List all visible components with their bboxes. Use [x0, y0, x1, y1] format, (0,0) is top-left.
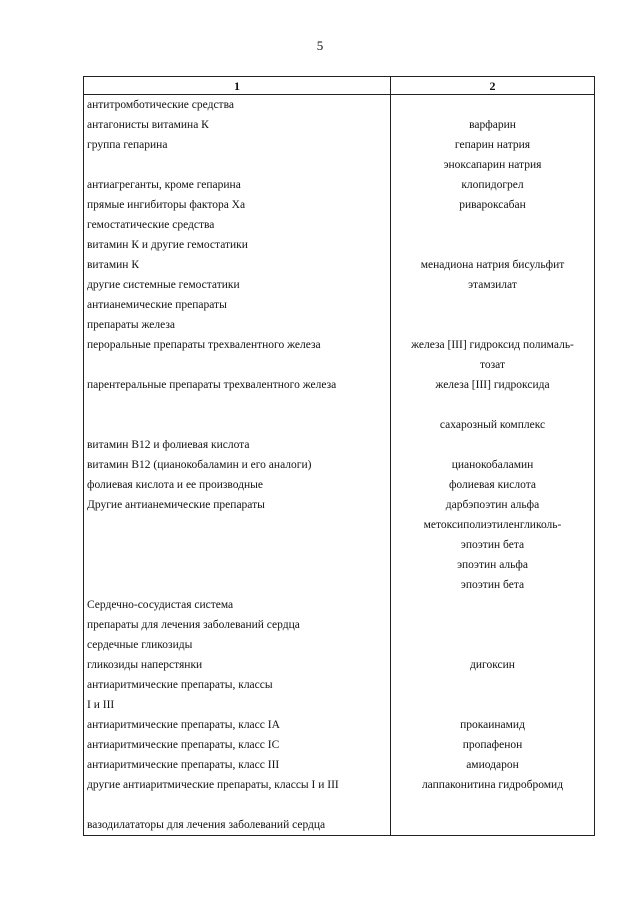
drug-name-cell: менадиона натрия бисульфит	[391, 255, 595, 275]
table-row	[84, 435, 595, 455]
table-row	[84, 615, 595, 635]
table-row	[84, 495, 595, 515]
category-cell: витамин В12 (цианокобаламин и его аналоги)	[84, 455, 391, 475]
drug-name-cell: варфарин	[391, 115, 595, 135]
table-row	[84, 215, 595, 235]
drug-name-cell: амиодарон	[391, 755, 595, 775]
category-cell	[84, 575, 391, 595]
category-cell	[84, 555, 391, 575]
drug-name-cell: фолиевая кислота	[391, 475, 595, 495]
drug-name-cell	[391, 695, 595, 715]
table-row	[84, 595, 595, 615]
category-cell	[84, 795, 391, 815]
drug-name-cell: лаппаконитина гидробромид	[391, 775, 595, 795]
table-row	[84, 195, 595, 215]
category-cell: группа гепарина	[84, 135, 391, 155]
drug-name-cell	[391, 315, 595, 335]
table-row	[84, 395, 595, 415]
table-row	[84, 815, 595, 836]
table-body	[84, 95, 595, 836]
category-cell: препараты железа	[84, 315, 391, 335]
category-cell: антиаритмические препараты, класс IC	[84, 735, 391, 755]
drug-table	[83, 76, 595, 836]
table-row	[84, 95, 595, 116]
drug-name-cell: эпоэтин бета	[391, 535, 595, 555]
table-row	[84, 655, 595, 675]
table-row	[84, 375, 595, 395]
category-cell	[84, 395, 391, 415]
column-header-1: 1	[84, 77, 391, 95]
drug-name-cell	[391, 215, 595, 235]
drug-name-cell	[391, 435, 595, 455]
category-cell: антианемические препараты	[84, 295, 391, 315]
category-cell: антиаритмические препараты, класс IA	[84, 715, 391, 735]
table-row	[84, 775, 595, 795]
category-cell: прямые ингибиторы фактора Xa	[84, 195, 391, 215]
category-cell: другие антиаритмические препараты, классы I и III	[84, 775, 391, 795]
drug-name-cell	[391, 795, 595, 815]
category-cell: другие системные гемостатики	[84, 275, 391, 295]
table-row	[84, 295, 595, 315]
category-cell	[84, 415, 391, 435]
category-cell: антитромботические средства	[84, 95, 391, 116]
table-row	[84, 315, 595, 335]
category-cell	[84, 515, 391, 535]
drug-name-cell	[391, 295, 595, 315]
category-cell	[84, 155, 391, 175]
table-row	[84, 235, 595, 255]
drug-name-cell: пропафенон	[391, 735, 595, 755]
drug-name-cell	[391, 595, 595, 615]
table-row	[84, 455, 595, 475]
drug-name-cell: прокаинамид	[391, 715, 595, 735]
category-cell: пероральные препараты трехвалентного железа	[84, 335, 391, 355]
table-row	[84, 535, 595, 555]
table-row	[84, 415, 595, 435]
drug-name-cell: метоксиполиэтиленгликоль-	[391, 515, 595, 535]
table-row	[84, 575, 595, 595]
drug-name-cell	[391, 675, 595, 695]
drug-name-cell: дигоксин	[391, 655, 595, 675]
category-cell: витамин В12 и фолиевая кислота	[84, 435, 391, 455]
drug-name-cell: железа [III] гидроксид полималь-	[391, 335, 595, 355]
drug-name-cell: эпоэтин альфа	[391, 555, 595, 575]
table-header-row	[84, 77, 595, 95]
table-row	[84, 675, 595, 695]
category-cell: витамин К и другие гемостатики	[84, 235, 391, 255]
drug-name-cell	[391, 95, 595, 116]
table-row	[84, 515, 595, 535]
drug-name-cell: ривароксабан	[391, 195, 595, 215]
table-row	[84, 135, 595, 155]
category-cell: вазодилататоры для лечения заболеваний сердца	[84, 815, 391, 836]
category-cell: антагонисты витамина К	[84, 115, 391, 135]
table-row	[84, 115, 595, 135]
drug-name-cell	[391, 395, 595, 415]
drug-name-cell: эпоэтин бета	[391, 575, 595, 595]
page-number: 5	[316, 38, 324, 53]
table-row	[84, 355, 595, 375]
drug-name-cell: клопидогрел	[391, 175, 595, 195]
drug-name-cell	[391, 235, 595, 255]
category-cell: препараты для лечения заболеваний сердца	[84, 615, 391, 635]
category-cell: Сердечно-сосудистая система	[84, 595, 391, 615]
category-cell: антиаритмические препараты, классы	[84, 675, 391, 695]
category-cell: сердечные гликозиды	[84, 635, 391, 655]
category-cell: антиаритмические препараты, класс III	[84, 755, 391, 775]
category-cell: Другие антианемические препараты	[84, 495, 391, 515]
table-row	[84, 715, 595, 735]
drug-name-cell: гепарин натрия	[391, 135, 595, 155]
drug-name-cell	[391, 815, 595, 836]
drug-name-cell	[391, 635, 595, 655]
table-row	[84, 795, 595, 815]
category-cell	[84, 355, 391, 375]
drug-name-cell	[391, 615, 595, 635]
category-cell	[84, 535, 391, 555]
category-cell: фолиевая кислота и ее производные	[84, 475, 391, 495]
table-row	[84, 335, 595, 355]
category-cell: антиагреганты, кроме гепарина	[84, 175, 391, 195]
drug-name-cell: железа [III] гидроксида	[391, 375, 595, 395]
table-row	[84, 695, 595, 715]
category-cell: гликозиды наперстянки	[84, 655, 391, 675]
drug-name-cell: дарбэпоэтин альфа	[391, 495, 595, 515]
category-cell: витамин К	[84, 255, 391, 275]
drug-name-cell: цианокобаламин	[391, 455, 595, 475]
drug-name-cell: эноксапарин натрия	[391, 155, 595, 175]
drug-name-cell: этамзилат	[391, 275, 595, 295]
table-row	[84, 475, 595, 495]
table-row	[84, 175, 595, 195]
table-row	[84, 275, 595, 295]
drug-name-cell: тозат	[391, 355, 595, 375]
table-row	[84, 255, 595, 275]
table-row	[84, 555, 595, 575]
category-cell: парентеральные препараты трехвалентного железа	[84, 375, 391, 395]
table-row	[84, 635, 595, 655]
table-row	[84, 735, 595, 755]
category-cell: гемостатические средства	[84, 215, 391, 235]
category-cell: I и III	[84, 695, 391, 715]
table-row	[84, 755, 595, 775]
drug-name-cell: сахарозный комплекс	[391, 415, 595, 435]
column-header-2: 2	[391, 77, 595, 95]
table-row	[84, 155, 595, 175]
